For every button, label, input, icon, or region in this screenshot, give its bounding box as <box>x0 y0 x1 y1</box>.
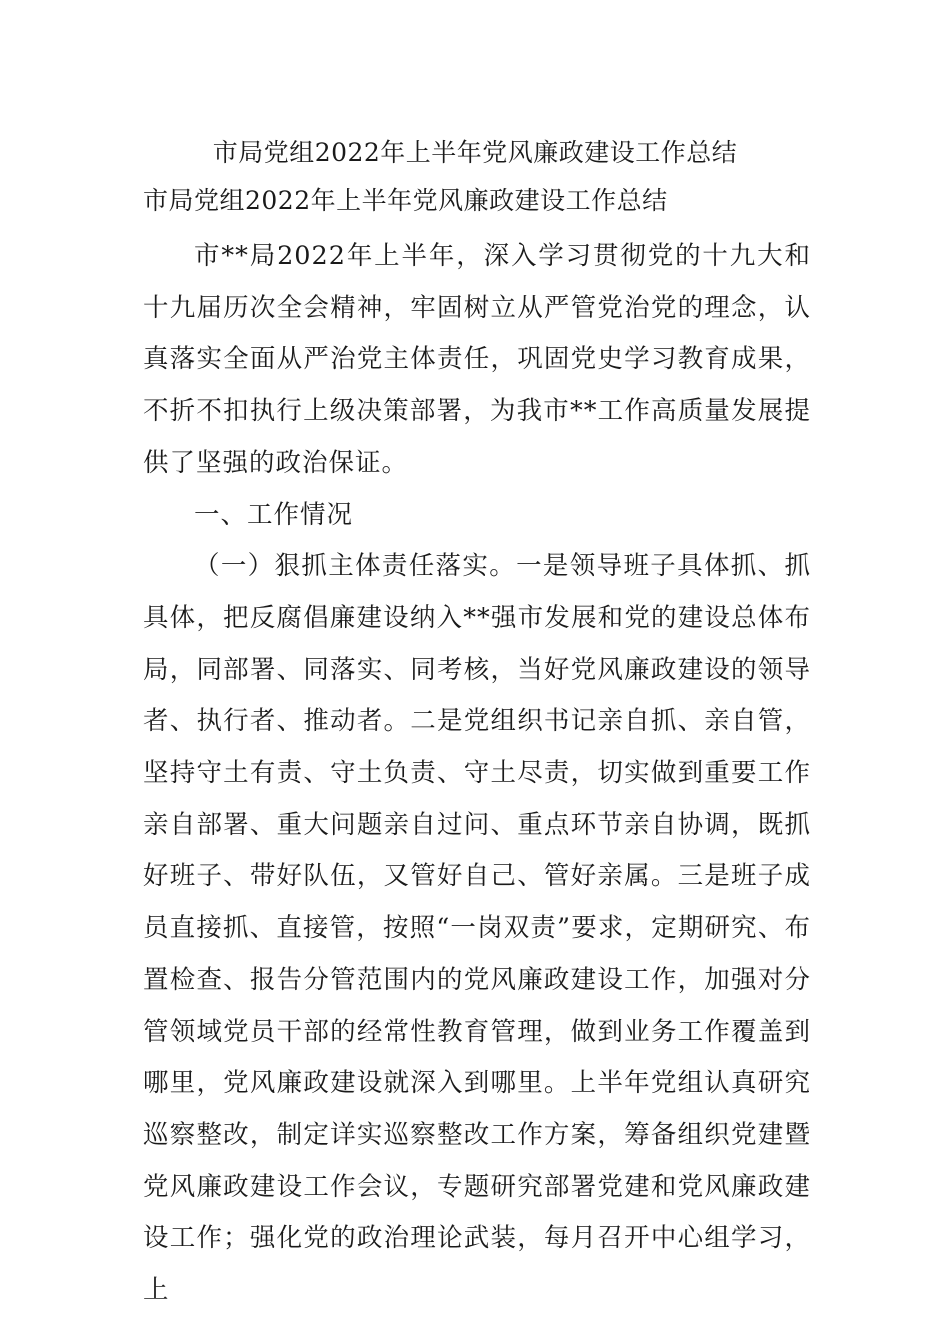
document-body <box>143 231 811 1317</box>
document-title: 市局党组2022年上半年党风廉政建设工作总结 <box>212 138 738 167</box>
section-heading: 一、工作情况 <box>194 499 354 530</box>
paragraph-intro: 市**局2022年上半年，深入学习贯彻党的十九大和十九届历次全会精神，牢固树立从严管党治党的理念，认真落实全面从严治党主体责任，巩固党史学习教育成果，不折不扣执行上级决策部署，为我市**工作高质量发展提供了坚强的政治保证。 <box>143 241 811 478</box>
document-subtitle: 市局党组2022年上半年党风廉政建设工作总结 <box>143 186 668 215</box>
paragraph-responsibility: （一）狠抓主体责任落实。一是领导班子具体抓、抓具体，把反腐倡廉建设纳入**强市发展和党的建设总体布局，同部署、同落实、同考核，当好党风廉政建设的领导者、执行者、推动者。二是党组织书记亲自抓、亲自管，坚持守土有责、守土负责、守土尽责，切实做到重要工作亲自部署、重大问题亲自过问、重点环节亲自协调，既抓好班子、带好队伍，又管好自己、管好亲属。三是班子成员直接抓、直接管，按照“一岗双责”要求，定期研究、布置检查、报告分管范围内的党风廉政建设工作，加强对分管领域党员干部的经常性教育管理，做到业务工作覆盖到哪里，党风廉政建设就深入到哪里。上半年党组认真研究巡察整改，制定详实巡察整改工作方案，筹备组织党建暨党风廉政建设工作会议，专题研究部署党建和党风廉政建设工作；强化党的政治理论武装，每月召开中心组学习，上 <box>143 551 811 1306</box>
